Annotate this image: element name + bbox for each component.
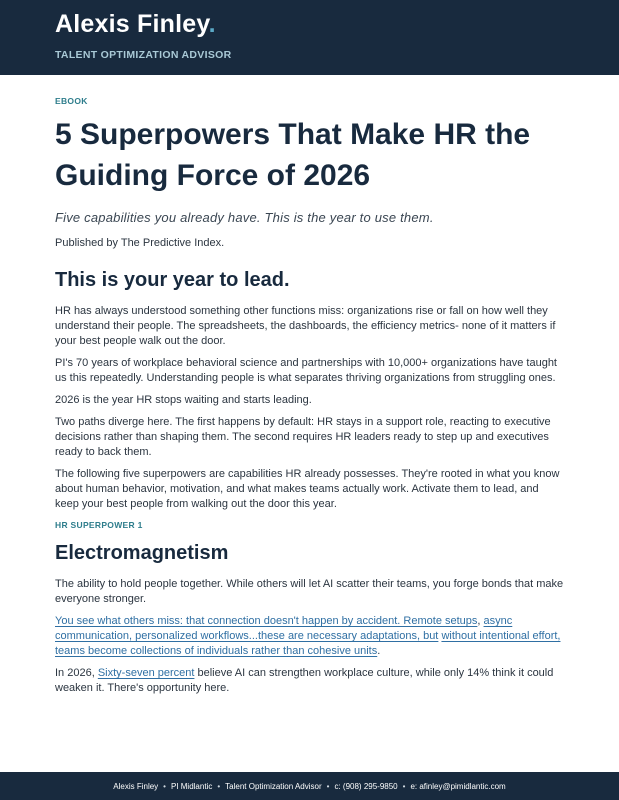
footer-role: Talent Optimization Advisor xyxy=(225,781,322,791)
doc-title: 5 Superpowers That Make HR the Guiding Force of 2026 xyxy=(55,118,531,192)
section-heading-electromagnetism: Electromagnetism xyxy=(55,542,229,564)
document-body xyxy=(55,96,565,696)
footer-name: Alexis Finley xyxy=(113,781,159,791)
brand-dot: . xyxy=(208,10,216,38)
async-communication-link[interactable]: async communication, personalized workflows...these are necessary adaptations, but xyxy=(55,615,513,642)
connection-link[interactable]: You see what others miss: that connection doesn't happen by accident. Remote setups xyxy=(55,615,478,627)
intentional-effort-link[interactable]: without intentional effort, teams become collections of individuals rather than cohesive units xyxy=(55,630,561,657)
bullet-separator: • xyxy=(163,781,166,791)
doc-eyebrow: EBOOK xyxy=(55,96,88,106)
publisher-line: Published by The Predictive Index. xyxy=(55,237,225,249)
superpower-label: HR SUPERPOWER 1 xyxy=(55,520,143,530)
linked-paragraph xyxy=(55,614,565,659)
bullet-separator: • xyxy=(217,781,221,791)
sixty-seven-percent-link[interactable]: Sixty-seven percent xyxy=(97,667,195,679)
section-heading-lead: This is your year to lead. xyxy=(55,269,290,291)
footer-company: PI Midlantic xyxy=(170,781,213,791)
paragraph: Two paths diverge here. The first happens by default: HR stays in a support role, reacting to executive decisions rather than shaping them. The second requires HR leaders ready to step up and executives ready to back them. xyxy=(55,416,551,458)
paragraph: 2026 is the year HR stops waiting and starts leading. xyxy=(55,394,312,406)
doc-subtitle: Five capabilities you already have. This is the year to use them. xyxy=(55,210,434,225)
footer-email[interactable]: e: afinley@pimidlantic.com xyxy=(410,781,506,791)
paragraph: HR has always understood something other functions miss: organizations rise or fall on how well they understand their people. The spreadsheets, the dashboards, the efficiency metrics- none of it matters if your best people walk out the door. xyxy=(55,305,556,347)
author-title: TALENT OPTIMIZATION ADVISOR xyxy=(55,49,232,61)
text-separator: , xyxy=(477,615,484,627)
author-name: Alexis Finley. xyxy=(55,10,216,38)
footer-bar xyxy=(0,772,619,800)
stat-paragraph xyxy=(55,666,565,696)
text-prefix: In 2026, xyxy=(55,667,98,679)
paragraph: PI's 70 years of workplace behavioral science and partnerships with 10,000+ organizations have taught us this repeatedly. Understanding people is what separates thriving organizations from struggling ones. xyxy=(55,357,557,384)
paragraph: The ability to hold people together. While others will let AI scatter their teams, you forge bonds that make everyone stronger. xyxy=(55,578,564,605)
text-suffix: believe AI can strengthen workplace culture, while only 14% think it could weaken it. There's opportunity here. xyxy=(55,667,554,694)
bullet-separator: • xyxy=(402,781,406,791)
paragraph: The following five superpowers are capabilities HR already possesses. They're rooted in what you know about human behavior, motivation, and what makes teams actually work. Activate them to lead, and keep your best people from walking out the door this year. xyxy=(55,468,560,510)
text-period: . xyxy=(377,645,381,657)
bullet-separator: • xyxy=(326,781,330,791)
footer-phone[interactable]: c: (908) 295-9850 xyxy=(334,781,398,791)
header-bar xyxy=(0,0,619,75)
